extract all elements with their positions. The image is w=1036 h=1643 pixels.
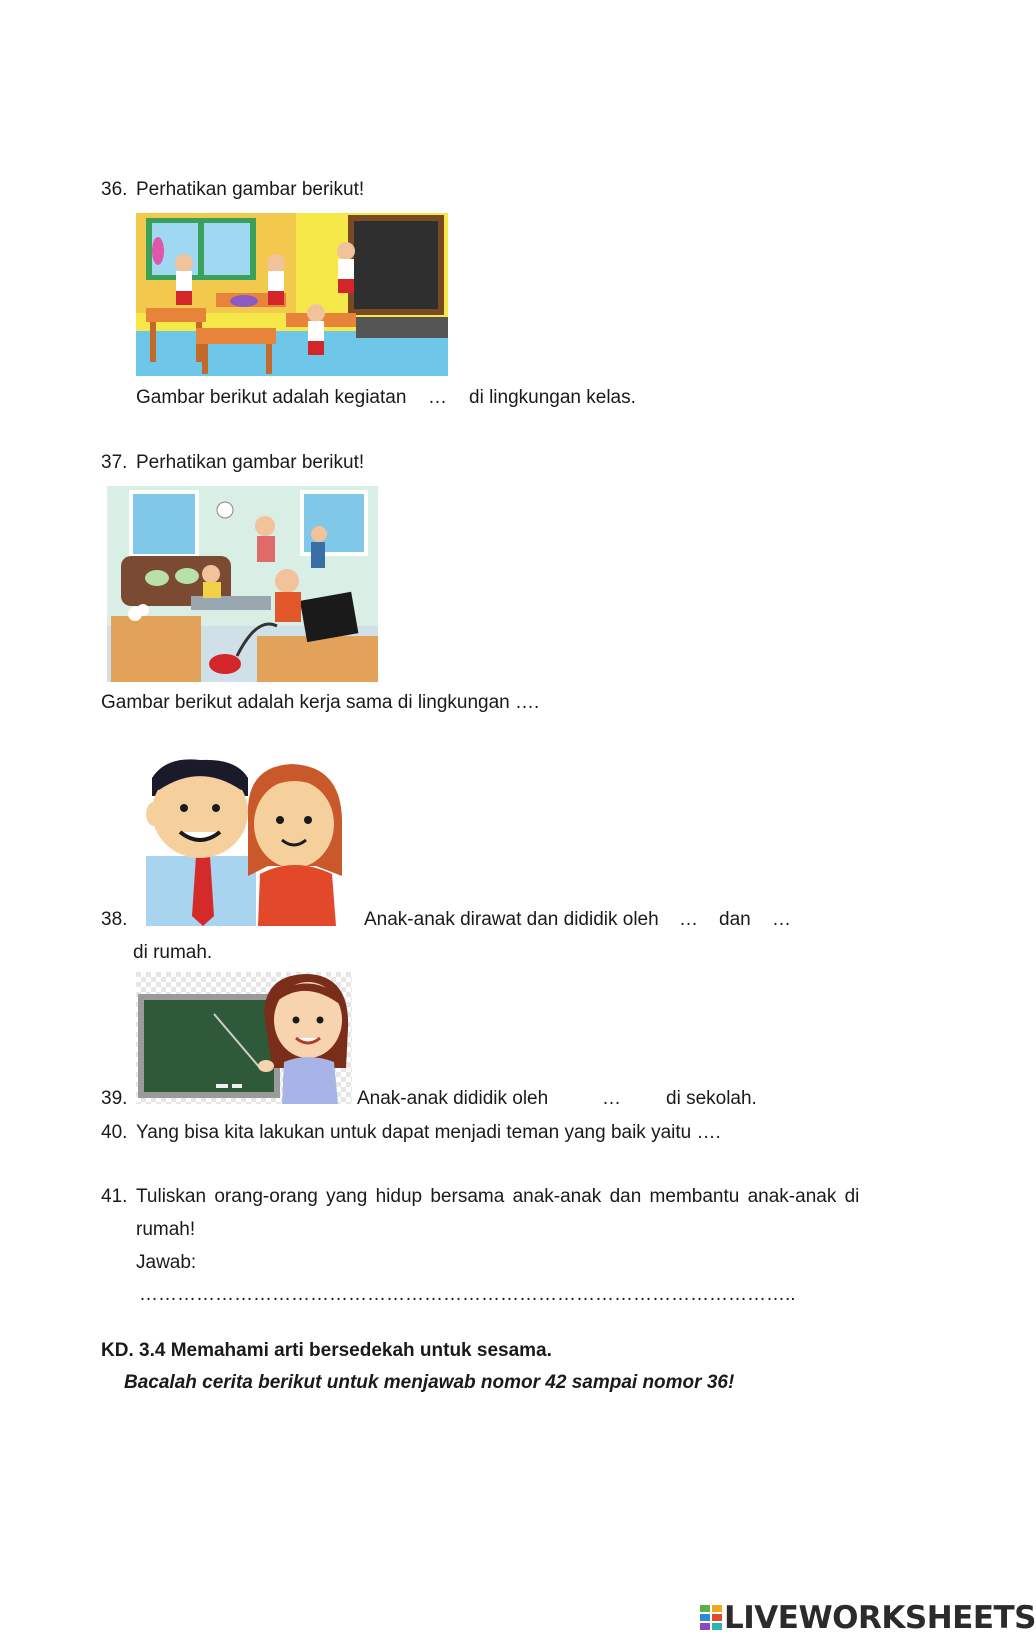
teacher-illustration bbox=[136, 972, 352, 1104]
home-cleaning-illustration bbox=[107, 486, 378, 682]
q38-connector: dan bbox=[719, 909, 751, 930]
parents-illustration bbox=[136, 756, 354, 926]
liveworksheets-brand bbox=[700, 1600, 1036, 1636]
q36-prompt: Perhatikan gambar berikut! bbox=[136, 179, 365, 200]
q41-line1: Tuliskan orang-orang yang hidup bersama anak-anak dan membantu anak-anak di bbox=[136, 1186, 860, 1207]
q39-statement-part1: Anak-anak dididik oleh bbox=[357, 1088, 549, 1109]
q36-statement-part2: di lingkungan kelas. bbox=[469, 387, 636, 408]
q36-statement-part1: Gambar berikut adalah kegiatan bbox=[136, 387, 407, 408]
q41-number: 41. bbox=[101, 1186, 128, 1207]
q40-statement: Yang bisa kita lakukan untuk dapat menjadi teman yang baik yaitu …. bbox=[136, 1122, 721, 1143]
q36-blank: … bbox=[428, 387, 447, 408]
liveworksheets-wordmark: LIVEWORKSHEETS bbox=[724, 1600, 1036, 1636]
q39-statement-part2: di sekolah. bbox=[666, 1088, 757, 1109]
q38-number: 38. bbox=[101, 909, 128, 930]
q38-blank2: … bbox=[772, 909, 791, 930]
q37-number: 37. bbox=[101, 452, 128, 473]
q40-number: 40. bbox=[101, 1122, 128, 1143]
section-heading: KD. 3.4 Memahami arti bersedekah untuk sesama. bbox=[101, 1340, 552, 1361]
q41-answer-label: Jawab: bbox=[136, 1252, 197, 1273]
q39-blank: … bbox=[602, 1088, 621, 1109]
q36-number: 36. bbox=[101, 179, 128, 200]
classroom-cleaning-illustration bbox=[136, 213, 448, 376]
q38-blank1: … bbox=[679, 909, 698, 930]
q37-statement: Gambar berikut adalah kerja sama di lingkungan …. bbox=[101, 692, 540, 713]
q38-statement-part1: Anak-anak dirawat dan dididik oleh bbox=[364, 909, 659, 930]
q41-line2: rumah! bbox=[136, 1219, 196, 1240]
q39-number: 39. bbox=[101, 1088, 128, 1109]
liveworksheets-logo-icon bbox=[700, 1605, 722, 1631]
section-instruction: Bacalah cerita berikut untuk menjawab nomor 42 sampai nomor 36! bbox=[124, 1372, 735, 1393]
q38-statement-part2: di rumah. bbox=[133, 942, 213, 963]
q41-answer-line[interactable]: ………………………………………………………………………………………….. bbox=[139, 1284, 796, 1305]
q37-prompt: Perhatikan gambar berikut! bbox=[136, 452, 365, 473]
